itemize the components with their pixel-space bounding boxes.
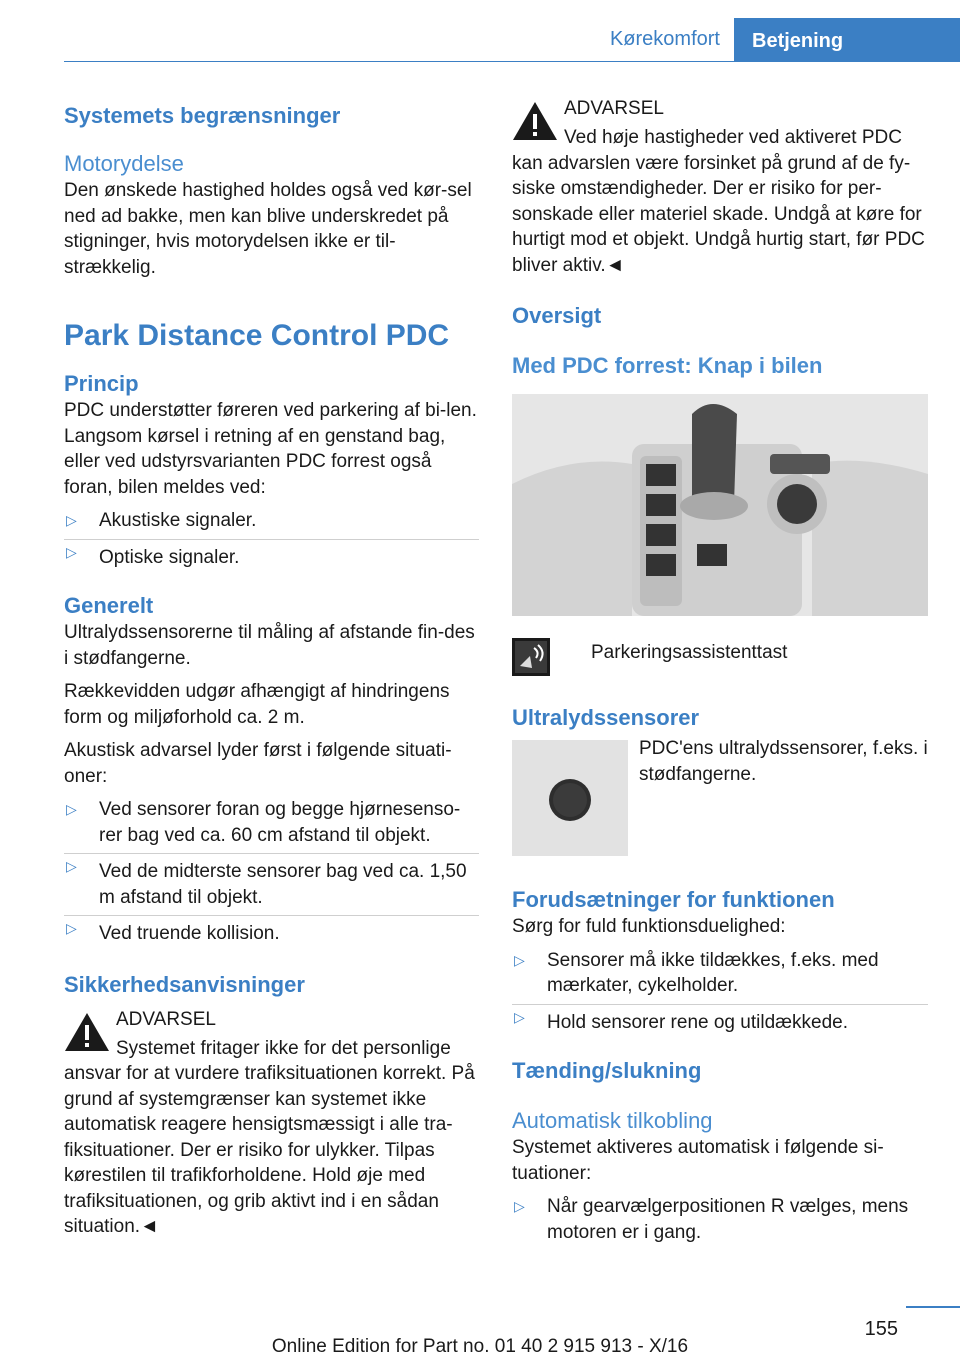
list-item: ▷ Ved de midterste sensorer bag ved ca. 1,50 m afstand til objekt. — [64, 853, 479, 910]
parking-assist-button-icon — [512, 638, 550, 676]
triangle-bullet-icon: ▷ — [514, 951, 525, 968]
warning-first-line: Ved høje hastigheder ved aktiveret PDC — [564, 127, 902, 148]
heading-system-limits: Systemets begrænsninger — [64, 103, 341, 128]
list-item: ▷ Sensorer må ikke tildækkes, f.eks. med mærkater, cykelholder. — [514, 949, 879, 996]
triangle-bullet-icon: ▷ — [66, 512, 77, 528]
list-item: ▷ Ved truende kollision. — [64, 915, 479, 947]
paragraph-prerequisites: Sørg for fuld funktionsduelighed: — [512, 916, 786, 937]
heading-engine-power: Motorydelse — [64, 151, 184, 176]
header-chapter-tab: Betjening — [734, 18, 960, 62]
warning-first-line: Systemet fritager ikke for det personlige — [116, 1037, 451, 1059]
heading-pdc: Park Distance Control PDC — [64, 319, 450, 352]
heading-prerequisites: Forudsætninger for funktionen — [512, 887, 835, 912]
sensor-photo — [512, 740, 628, 856]
list-item: ▷ Ved sensorer foran og begge hjørnesenso-rer bag ved ca. 60 cm afstand til objekt. — [66, 799, 461, 846]
principle-list — [64, 508, 479, 570]
paragraph-general-3: Akustisk advarsel lyder først i følgende situati-oner: — [64, 740, 452, 787]
list-item: ▷ Akustiske signaler. — [64, 508, 479, 534]
footer-rule — [906, 1306, 960, 1308]
heading-overview: Oversigt — [512, 303, 602, 328]
triangle-bullet-icon: ▷ — [66, 920, 77, 936]
warning-text: ansvar for at vurdere trafiksituationen korrekt. På grund af systemgrænser kan systemet ikke automatisk reagere hensigtsmæssigt i alle tra-fiksituationer. Der er risiko for ulykker. Tilpas kørestilen til trafikforholdene. Hold øje med trafiksituationen, og grib aktivt ind i en sådan situation.◄ — [64, 1063, 475, 1237]
triangle-bullet-icon: ▷ — [66, 543, 77, 560]
paragraph-principle: PDC understøtter føreren ved parkering af bi-len. Langsom kørsel i retning af en genstand bag, eller ved udstyrsvarianten PDC forrest også foran, bilen meldes ved: — [64, 400, 477, 498]
sensor-block — [512, 736, 928, 860]
warning-text: kan advarslen være forsinket på grund af de fy-siske omstændigheder. Der er risiko for per-sonskade eller materiel skade. Undgå at køre for hurtigt mod et objekt. Undgå hurtig start, før PDC bliver aktiv.◄ — [512, 152, 925, 276]
button-caption: Parkeringsassistenttast — [591, 642, 788, 663]
header-rule — [64, 61, 960, 62]
right-column — [512, 96, 928, 1245]
paragraph-automatic: Systemet aktiveres automatisk i følgende si-tuationer: — [512, 1137, 884, 1184]
triangle-bullet-icon: ▷ — [66, 858, 77, 874]
center-console-photo — [512, 394, 928, 616]
heading-sensors: Ultralydssensorer — [512, 705, 700, 730]
heading-button-in-car: Med PDC forrest: Knap i bilen — [512, 353, 823, 378]
triangle-bullet-icon: ▷ — [514, 1008, 525, 1025]
heading-automatic-activation: Automatisk tilkobling — [512, 1108, 713, 1133]
warning-icon — [512, 100, 558, 142]
edition-footer: Online Edition for Part no. 01 40 2 915 913 - X/16 — [271, 1336, 689, 1357]
heading-on-off: Tænding/slukning — [512, 1058, 702, 1083]
list-item: ▷ Optiske signaler. — [64, 539, 479, 571]
warning-block — [64, 1007, 479, 1240]
ultrasonic-sensor-illustration — [512, 740, 628, 856]
warning-icon — [64, 1011, 110, 1053]
warning-block — [512, 96, 928, 278]
sensor-description: PDC'ens ultralydssensorer, f.eks. i stødfangerne. — [639, 738, 928, 785]
paragraph-general-1: Ultralydssensorerne til måling af afstande fin-des i stødfangerne. — [64, 622, 475, 669]
heading-general: Generelt — [64, 593, 154, 618]
button-legend — [512, 634, 928, 682]
paragraph-engine-power: Den ønskede hastighed holdes også ved kør-sel ned ad bakke, men kan blive underskredet på stigninger, hvis motorydelsen ikke er til-strækkelig. — [64, 180, 472, 278]
page-number: 155 — [864, 1318, 898, 1340]
page-header — [64, 0, 960, 62]
triangle-bullet-icon: ▷ — [66, 801, 77, 817]
general-list — [64, 797, 479, 947]
warning-title: ADVARSEL — [116, 1008, 216, 1030]
automatic-list — [512, 1194, 928, 1245]
prerequisites-list — [512, 948, 928, 1036]
warning-title: ADVARSEL — [564, 98, 664, 119]
paragraph-general-2: Rækkevidden udgør afhængigt af hindringens form og miljøforhold ca. 2 m. — [64, 681, 450, 728]
heading-safety: Sikkerhedsanvisninger — [64, 971, 305, 997]
list-item: ▷ Når gearvælgerpositionen R vælges, mens motoren er i gang. — [514, 1196, 909, 1243]
heading-principle: Princip — [64, 371, 139, 396]
left-column — [64, 96, 479, 1240]
list-item: ▷ Hold sensorer rene og utildækkede. — [512, 1004, 928, 1036]
triangle-bullet-icon: ▷ — [514, 1198, 525, 1214]
header-section-label: Kørekomfort — [609, 28, 720, 50]
console-illustration — [512, 394, 928, 616]
